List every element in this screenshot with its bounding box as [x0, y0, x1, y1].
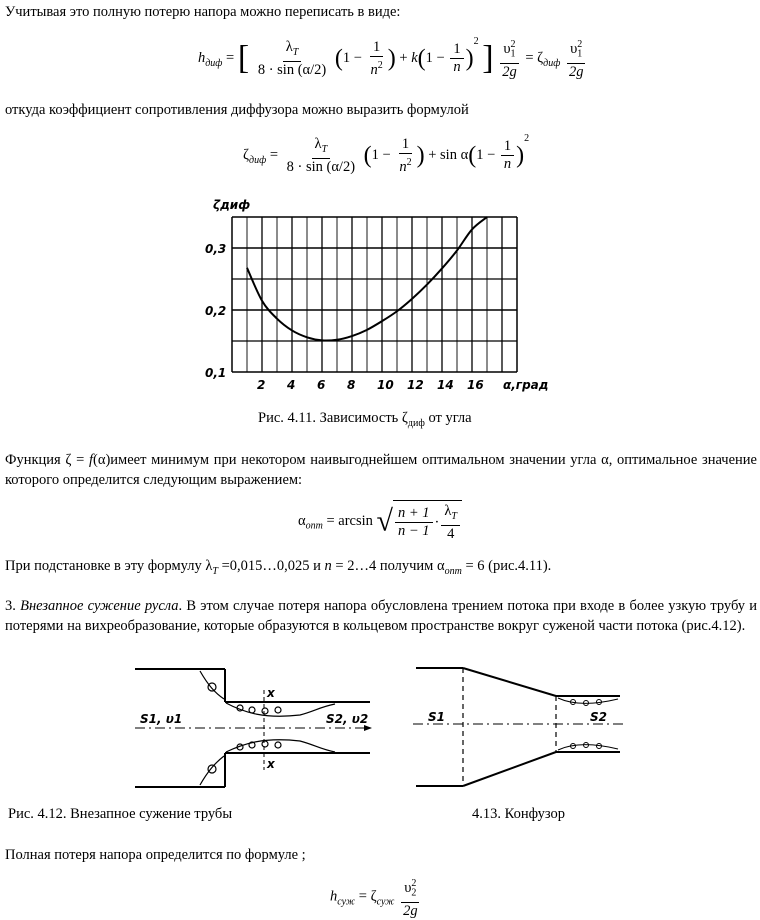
paragraph-4: При подстановке в эту формулу $\lambda_T$ =0,015…0,025 и n = 2…4 получим $\alpha_{опт} = 6$ (рис.4.11). [5, 558, 552, 577]
chart-zeta-vs-angle [195, 192, 565, 402]
section-x-label-top: x [267, 686, 275, 700]
chart-x-axis-label: α,град [503, 378, 549, 392]
paragraph-2: откуда коэффициент сопротивления диффузора можно выразить формулой [5, 102, 469, 118]
chart-y-tick-label: 0,3 [205, 242, 227, 256]
figure-4-13-caption: 4.13. Конфузор [472, 806, 566, 822]
chart-x-tick-label: 4 [287, 378, 296, 392]
formula-head-loss-contraction: $h_{суж} = \zeta_{суж}$ $\frac{\upsilon_2^2}{2g}$ [330, 875, 423, 920]
chart-grid [232, 217, 517, 372]
chart-x-tick-label: 8 [347, 378, 356, 392]
section-x-label-bottom: x [267, 757, 275, 771]
chart-x-tick-label: 10 [377, 378, 394, 392]
chart-x-tick-label: 6 [317, 378, 326, 392]
paragraph-1: Учитывая это полную потерю напора можно переписать в виде: [5, 4, 401, 20]
label-s1: S1 [428, 710, 445, 724]
diagram-confuser [408, 663, 630, 793]
chart-y-tick-label: 0,2 [205, 304, 227, 318]
paragraph-3: Функция ζ = f(α)имеет минимум при некотором наивыгоднейшем оптимальном значении угла α, оптимальное значение которого определится следующим выражением: [5, 452, 757, 488]
chart-y-tick-label: 0,1 [205, 366, 227, 380]
formula-head-loss-diffuser: $h_{диф}$ = [ $\frac{\lambda_T}{8 \cdot \sin (\alpha/2)}$ (1 − $\frac{1}{n^2}$ ) + k(1 − $\frac{1}{n}$ )$^2$ ] $\frac{\upsilon_1^2}{2g}$ = $\zeta_{диф}$ $\frac{\upsilon_1^2}{2g}$ [198, 36, 584, 81]
label-s1-v1: S1, υ1 [140, 712, 183, 726]
formula-zeta-diffuser: $\zeta_{диф}$ = $\frac{\lambda_T}{8 \cdot \sin (\alpha/2)}$ (1 − $\frac{1}{n^2}$ ) + sin α(1 − $\frac{1}{n}$ )$^2$ [243, 133, 530, 175]
paragraph-5: 3. Внезапное сужение русла. В этом случае потеря напора обусловлена трением потока при входе в более узкую трубу и потерями на вихреобразование, которые образуются в кольцевом пространстве вокруг суженой части потока (рис.4.12). [5, 598, 758, 634]
chart-x-tick-label: 14 [437, 378, 454, 392]
label-s2-v2: S2, υ2 [326, 712, 369, 726]
formula-alpha-optimal: $\alpha_{опт} = \arcsin$ √ $\frac{n + 1}{n - 1}$ · $\frac{\lambda_T}{4}$ [298, 500, 462, 543]
figure-4-11-caption: Рис. 4.11. Зависимость $\zeta_{диф}$ от угла [258, 410, 472, 429]
paragraph-6: Полная потеря напора определится по формуле ; [5, 847, 306, 863]
figure-4-12-caption: Рис. 4.12. Внезапное сужение трубы [8, 806, 233, 822]
chart-y-axis-label: ζдиф [213, 198, 251, 212]
chart-x-tick-label: 2 [257, 378, 266, 392]
label-s2: S2 [590, 710, 607, 724]
diagram-sudden-contraction [130, 665, 375, 795]
chart-x-tick-label: 12 [407, 378, 424, 392]
chart-x-tick-label: 16 [467, 378, 484, 392]
